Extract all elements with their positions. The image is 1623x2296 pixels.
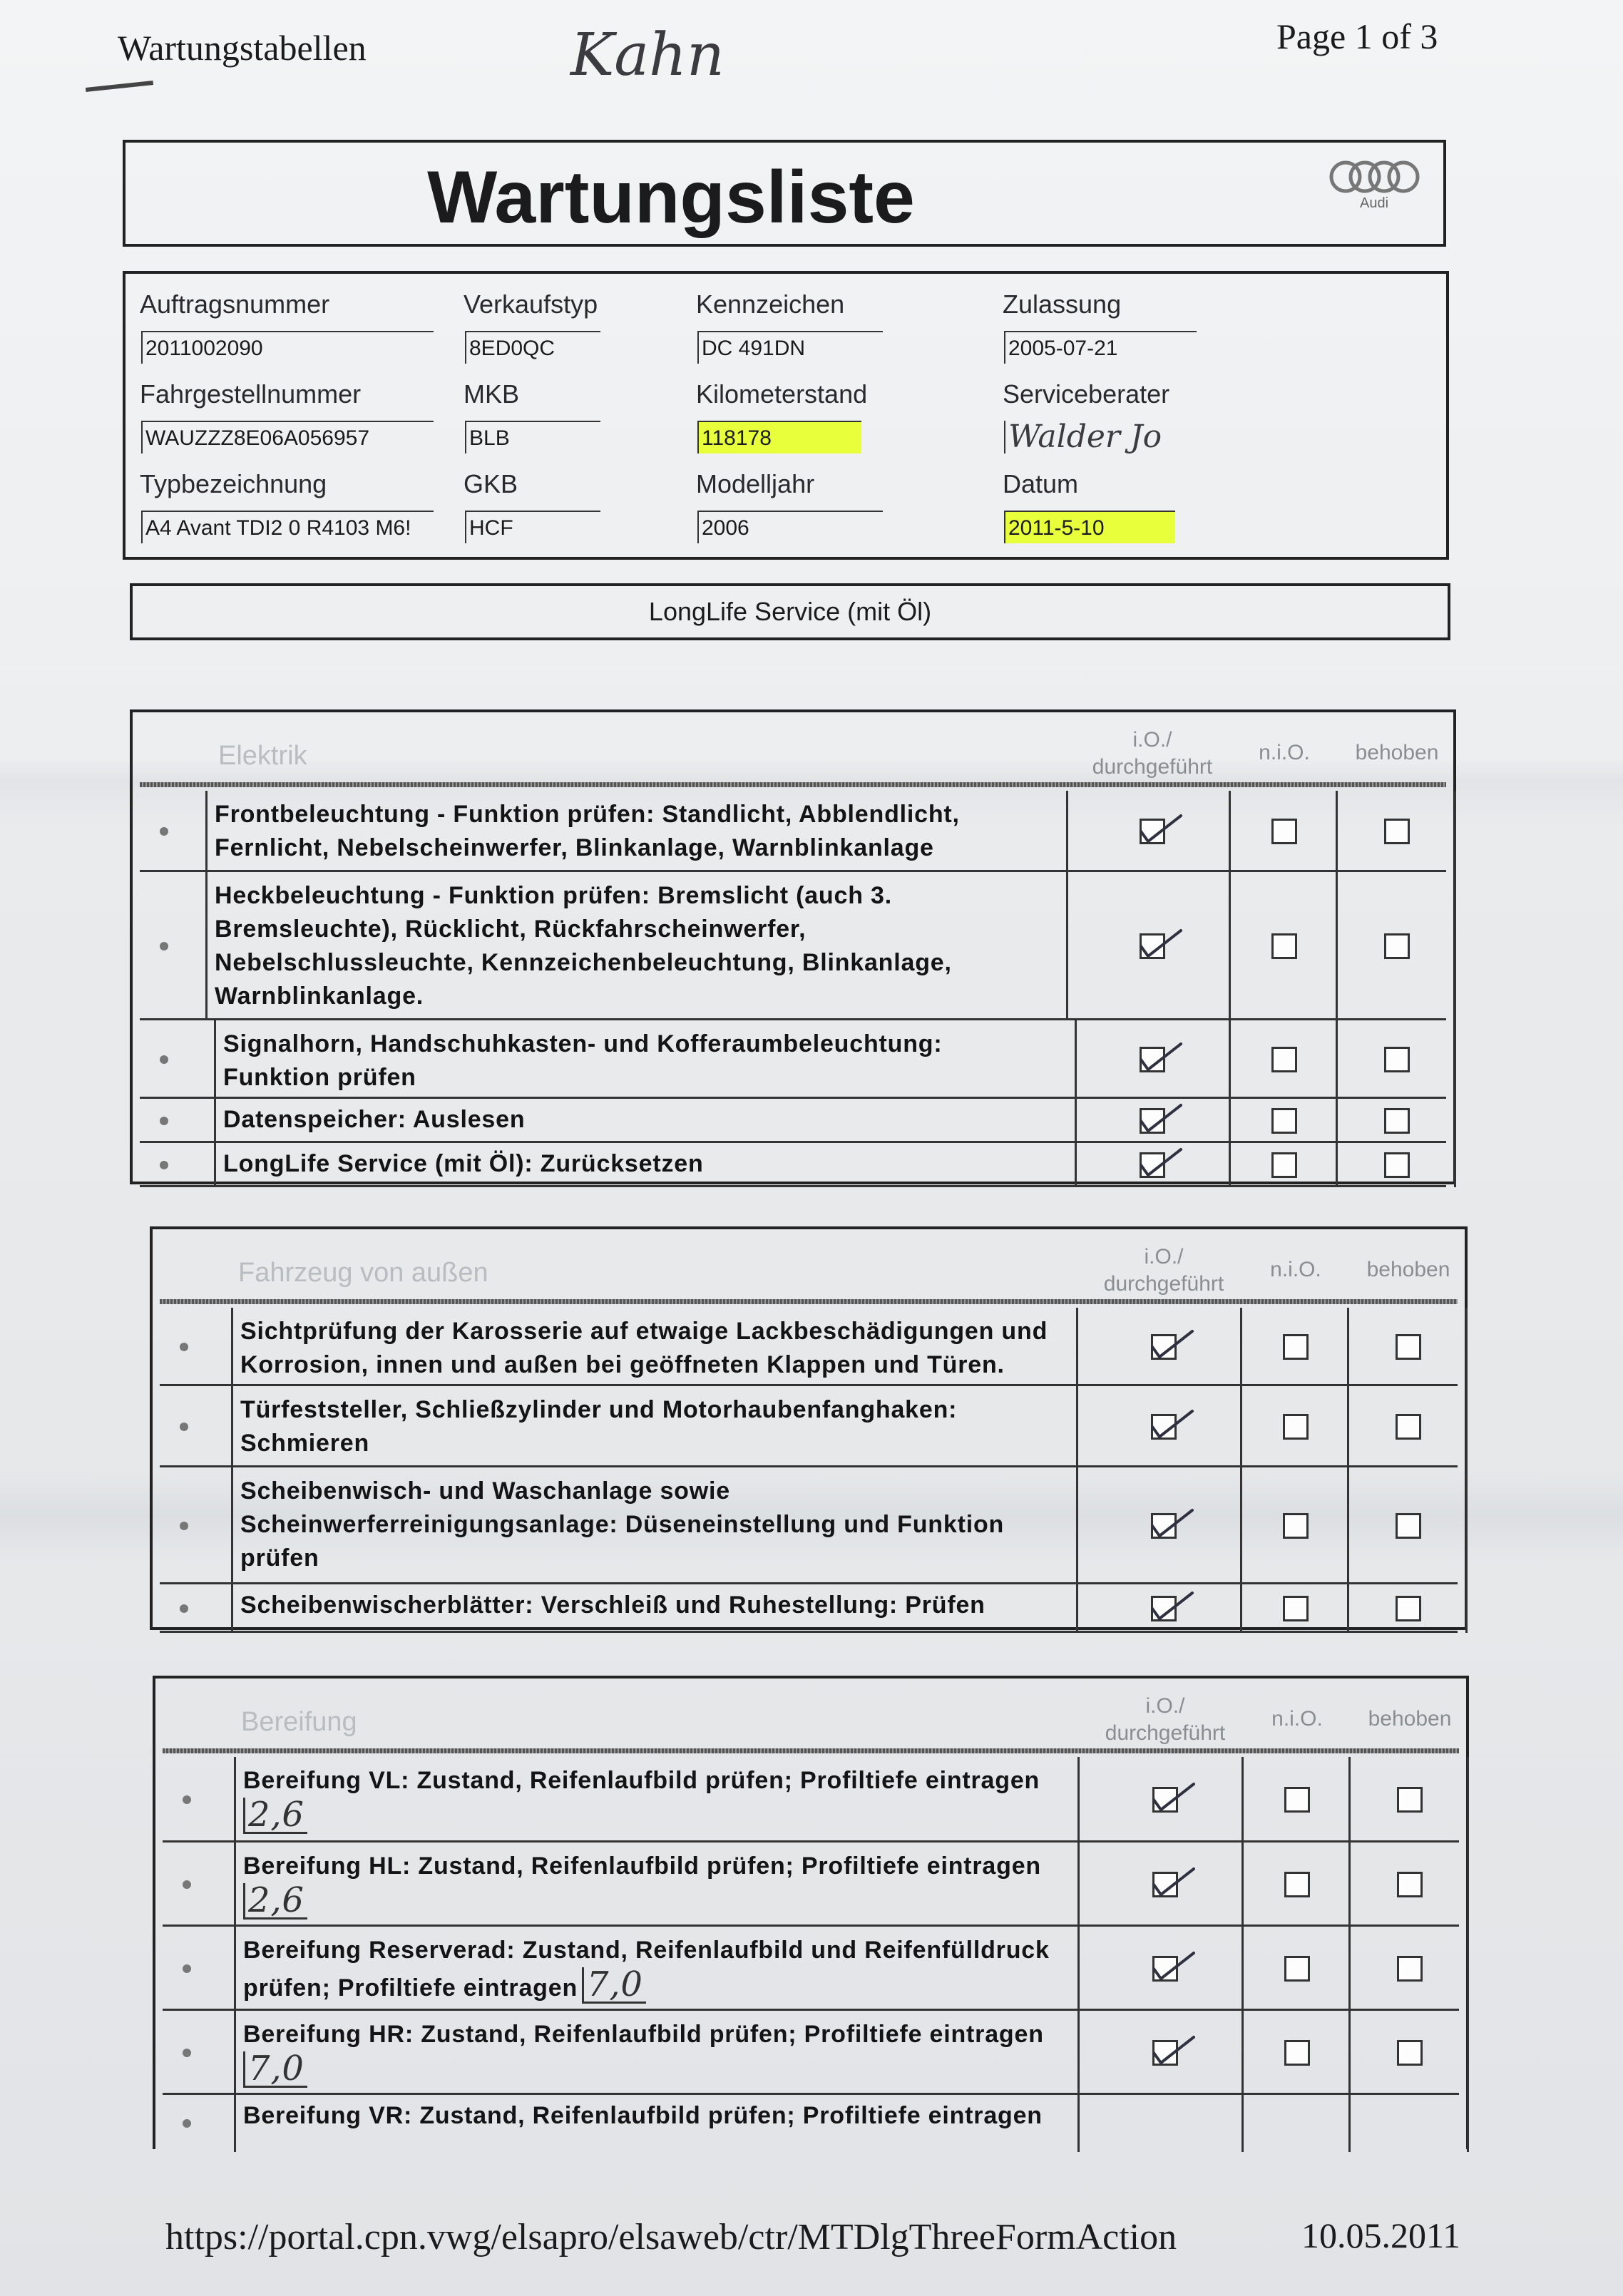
footer-date: 10.05.2011 <box>1301 2215 1461 2255</box>
checkmark-icon <box>1150 2031 1201 2071</box>
fixed-checkbox[interactable] <box>1397 1872 1423 1897</box>
fixed-checkbox[interactable] <box>1384 1047 1410 1072</box>
field-label: Typbezeichnung <box>140 469 327 498</box>
row-description <box>231 1308 1078 1386</box>
checkbox-cell <box>1351 1843 1469 1927</box>
checkbox-cell <box>1349 1584 1468 1633</box>
checkbox-cell <box>1087 1843 1244 1927</box>
checkmark-icon <box>1137 1038 1188 1078</box>
section-2 <box>153 1676 1469 2149</box>
checklist-row <box>140 1020 1446 1099</box>
field-value: WAUZZZ8E06A056957 <box>141 421 434 453</box>
checkmark-icon <box>1137 925 1188 965</box>
row-description <box>205 791 1068 872</box>
section-title: Bereifung <box>241 1707 357 1737</box>
field-label: Modelljahr <box>696 469 815 498</box>
not-ok-checkbox[interactable] <box>1271 1108 1297 1134</box>
description-line: Funktion prüfen <box>223 1064 416 1091</box>
page-indicator: Page 1 of 3 <box>1276 16 1438 56</box>
row-description <box>231 1467 1078 1584</box>
checkbox-cell <box>1351 1927 1469 2011</box>
checkbox-cell <box>1338 1099 1456 1143</box>
checkbox-cell <box>1087 2095 1244 2152</box>
row-bullet <box>180 1604 188 1613</box>
checkbox-cell <box>1338 1020 1456 1099</box>
row-description <box>234 1843 1080 1927</box>
field-value: 2011-5-10 <box>1004 511 1175 543</box>
description-line: Fernlicht, Nebelscheinwerfer, Blinkanlage, Warnblinkanlage <box>215 834 934 861</box>
checklist-row <box>163 2011 1459 2095</box>
checkbox-cell <box>1338 872 1456 1020</box>
row-bullet <box>160 942 168 950</box>
footer-url: https://portal.cpn.vwg/elsapro/elsaweb/ctr/MTDlgThreeFormAction <box>165 2217 1177 2257</box>
row-description <box>234 2095 1080 2152</box>
checkmark-icon <box>1150 1863 1201 1903</box>
field-value: 8ED0QC <box>465 331 600 364</box>
field-value: Walder Jo <box>1004 421 1197 453</box>
not-ok-checkbox[interactable] <box>1271 1047 1297 1072</box>
audi-logo <box>1321 158 1428 227</box>
field-label: MKB <box>464 379 520 409</box>
checklist-row <box>163 1843 1459 1927</box>
section-0 <box>130 709 1456 1184</box>
field-value: 2011002090 <box>141 331 434 364</box>
row-bullet <box>160 1055 168 1064</box>
description-line: Scheibenwisch- und Waschanlage sowie <box>240 1477 730 1505</box>
column-header-text: n.i.O. <box>1259 741 1310 764</box>
description-line: Bereifung VR: Zustand, Reifenlaufbild prüfen; Profiltiefe eintragen <box>243 2102 1043 2129</box>
checkbox-cell <box>1087 1757 1244 1843</box>
checkbox-cell <box>1338 1143 1456 1187</box>
column-header-text: durchgeführt <box>1092 755 1213 779</box>
checklist-row <box>140 872 1446 1020</box>
column-header-fixed <box>1349 1256 1468 1283</box>
checkbox-cell <box>1242 1467 1349 1584</box>
checkbox-cell <box>1085 1386 1242 1467</box>
not-ok-checkbox[interactable] <box>1284 2040 1310 2066</box>
column-header-fixed <box>1338 739 1456 767</box>
checkbox-cell <box>1351 2095 1469 2152</box>
field-value: 118178 <box>697 421 861 453</box>
checkbox-cell <box>1231 1143 1338 1187</box>
fixed-checkbox[interactable] <box>1396 1414 1421 1440</box>
field-value: DC 491DN <box>697 331 883 364</box>
column-header-text: i.O./ <box>1145 1694 1185 1718</box>
row-description <box>214 1143 1077 1187</box>
not-ok-checkbox[interactable] <box>1283 1596 1309 1621</box>
description-line: Korrosion, innen und außen bei geöffneten Klappen und Türen. <box>240 1351 1005 1378</box>
checklist-row <box>160 1308 1458 1386</box>
checkbox-cell <box>1074 1143 1231 1187</box>
checkbox-cell <box>1351 2011 1469 2095</box>
description-line <box>243 1964 1077 2005</box>
description-line: Bereifung HR: Zustand, Reifenlaufbild prüfen; Profiltiefe eintragen <box>243 2021 1044 2048</box>
checklist-row <box>140 791 1446 872</box>
description-line-text: prüfen; Profiltiefe eintragen <box>243 1974 578 2002</box>
description-line: Nebelschlussleuchte, Kennzeichenbeleuchtung, Blinkanlage, <box>215 949 952 976</box>
checkbox-cell <box>1349 1386 1468 1467</box>
column-header-text: behoben <box>1368 1707 1452 1731</box>
row-bullet <box>180 1343 188 1351</box>
checkbox-cell <box>1074 1020 1231 1099</box>
section-title: Elektrik <box>218 741 307 771</box>
checkmark-icon <box>1148 1405 1199 1445</box>
description-line: Scheinwerferreinigungsanlage: Düseneinstellung und Funktion <box>240 1511 1005 1538</box>
row-bullet <box>183 1964 191 1973</box>
checklist-row <box>160 1584 1458 1633</box>
document-title: Wartungstabellen <box>118 28 367 68</box>
not-ok-checkbox[interactable] <box>1271 819 1297 844</box>
section-1 <box>150 1226 1468 1630</box>
column-header-not-ok <box>1231 739 1338 767</box>
row-bullet <box>180 1423 188 1431</box>
row-bullet <box>183 1795 191 1804</box>
column-header-text: durchgeführt <box>1105 1721 1226 1745</box>
checkbox-cell <box>1242 1308 1349 1386</box>
audi-rings-icon <box>1327 158 1421 195</box>
checklist-row <box>140 1099 1446 1143</box>
field-value: 2005-07-21 <box>1004 331 1197 364</box>
checkbox-cell <box>1074 1099 1231 1143</box>
field-label: GKB <box>464 469 518 498</box>
fixed-checkbox[interactable] <box>1397 1956 1423 1982</box>
handwritten-name: Kahn <box>570 21 725 89</box>
fixed-checkbox[interactable] <box>1384 1108 1410 1134</box>
checkbox-cell <box>1244 2095 1351 2152</box>
checkbox-cell <box>1085 1467 1242 1584</box>
checkbox-cell <box>1349 1308 1468 1386</box>
not-ok-checkbox[interactable] <box>1284 1872 1310 1897</box>
checkbox-cell <box>1231 791 1338 872</box>
checkbox-cell <box>1244 1757 1351 1843</box>
checklist-row <box>160 1467 1458 1584</box>
not-ok-checkbox[interactable] <box>1271 933 1297 959</box>
header-separator <box>163 1748 1459 1753</box>
row-description <box>234 1757 1080 1843</box>
checkmark-icon <box>1150 1947 1201 1987</box>
column-header-ok <box>1085 1244 1242 1298</box>
header-separator <box>140 782 1446 787</box>
row-bullet <box>183 2119 191 2128</box>
field-value: HCF <box>465 511 600 543</box>
field-value: 2006 <box>697 511 883 543</box>
row-bullet <box>160 1161 168 1169</box>
fixed-checkbox[interactable] <box>1396 1596 1421 1621</box>
pen-mark <box>86 81 153 92</box>
row-description <box>205 872 1068 1020</box>
row-bullet <box>183 2049 191 2057</box>
description-line: Sichtprüfung der Karosserie auf etwaige Lackbeschädigungen und <box>240 1318 1048 1345</box>
checklist-row <box>160 1386 1458 1467</box>
row-description <box>234 1927 1080 2011</box>
checkmark-icon <box>1137 1144 1188 1184</box>
description-line: Bereifung VL: Zustand, Reifenlaufbild prüfen; Profiltiefe eintragen <box>243 1767 1040 1794</box>
checkbox-cell <box>1085 1584 1242 1633</box>
fixed-checkbox[interactable] <box>1397 2040 1423 2066</box>
row-bullet <box>160 1117 168 1125</box>
checkbox-cell <box>1074 791 1231 872</box>
checkbox-cell <box>1351 1757 1469 1843</box>
row-description <box>234 2011 1080 2095</box>
row-bullet <box>160 827 168 836</box>
not-ok-checkbox[interactable] <box>1283 1513 1309 1539</box>
checkbox-cell <box>1087 1927 1244 2011</box>
description-line: Heckbeleuchtung - Funktion prüfen: Bremslicht (auch 3. <box>215 882 892 909</box>
column-header-not-ok <box>1242 1256 1349 1283</box>
field-label: Kennzeichen <box>696 289 845 319</box>
description-line: Schmieren <box>240 1430 370 1457</box>
checkbox-cell <box>1242 1584 1349 1633</box>
row-description <box>231 1584 1078 1633</box>
fixed-checkbox[interactable] <box>1384 933 1410 959</box>
logo-text: Audi <box>1359 195 1389 211</box>
column-header-text: n.i.O. <box>1270 1258 1321 1281</box>
section-title: Fahrzeug von außen <box>238 1258 488 1288</box>
checklist-row <box>163 1757 1459 1843</box>
row-description <box>231 1386 1078 1467</box>
row-description <box>214 1099 1077 1143</box>
checkbox-cell <box>1244 2011 1351 2095</box>
description-line: Bremsleuchte), Rücklicht, Rückfahrscheinwerfer, <box>215 916 807 943</box>
column-header-ok <box>1074 727 1231 781</box>
checkmark-icon <box>1148 1587 1199 1627</box>
checkbox-cell <box>1244 1927 1351 2011</box>
checklist-row <box>163 2095 1459 2152</box>
checkbox-cell <box>1338 791 1456 872</box>
description-line: Scheibenwischerblätter: Verschleiß und Ruhestellung: Prüfen <box>240 1592 985 1619</box>
tread-depth-value[interactable]: 2,6 <box>243 1798 307 1834</box>
title-box <box>123 140 1446 247</box>
description-line: Signalhorn, Handschuhkasten- und Kofferaumbeleuchtung: <box>223 1030 943 1057</box>
column-header-ok <box>1087 1693 1244 1747</box>
description-line: prüfen <box>240 1544 319 1572</box>
field-label: Fahrgestellnummer <box>140 379 362 409</box>
service-type: LongLife Service (mit Öl) <box>130 583 1450 640</box>
checkbox-cell <box>1085 1308 1242 1386</box>
field-label: Auftragsnummer <box>140 289 330 319</box>
description-line: Frontbeleuchtung - Funktion prüfen: Standlicht, Abblendlicht, <box>215 801 960 828</box>
checkmark-icon <box>1137 1100 1188 1139</box>
checkbox-cell <box>1231 1099 1338 1143</box>
fixed-checkbox[interactable] <box>1396 1513 1421 1539</box>
fixed-checkbox[interactable] <box>1384 819 1410 844</box>
checkbox-cell <box>1231 872 1338 1020</box>
checkbox-cell <box>1244 1843 1351 1927</box>
description-line: Türfeststeller, Schließzylinder und Motorhaubenfanghaken: <box>240 1396 958 1423</box>
not-ok-checkbox[interactable] <box>1283 1334 1309 1360</box>
fixed-checkbox[interactable] <box>1384 1152 1410 1178</box>
not-ok-checkbox[interactable] <box>1283 1414 1309 1440</box>
header-separator <box>160 1299 1458 1304</box>
column-header-text: i.O./ <box>1132 728 1172 752</box>
not-ok-checkbox[interactable] <box>1284 1956 1310 1982</box>
checkmark-icon <box>1148 1505 1199 1544</box>
checkbox-cell <box>1087 2011 1244 2095</box>
row-description <box>214 1020 1077 1099</box>
column-header-text: i.O./ <box>1144 1245 1184 1269</box>
checkbox-cell <box>1349 1467 1468 1584</box>
tread-depth-value[interactable]: 7,0 <box>243 2051 307 2088</box>
description-line: Bereifung HL: Zustand, Reifenlaufbild prüfen; Profiltiefe eintragen <box>243 1852 1041 1880</box>
field-label: Zulassung <box>1003 289 1122 319</box>
description-line: LongLife Service (mit Öl): Zurücksetzen <box>223 1150 704 1177</box>
description-line: Warnblinkanlage. <box>215 983 424 1010</box>
checkbox-cell <box>1231 1020 1338 1099</box>
fixed-checkbox[interactable] <box>1397 1787 1423 1813</box>
checkmark-icon <box>1148 1326 1199 1365</box>
not-ok-checkbox[interactable] <box>1284 1787 1310 1813</box>
description-line: Datenspeicher: Auslesen <box>223 1106 526 1133</box>
checkmark-icon <box>1137 810 1188 850</box>
tread-depth-value[interactable]: 7,0 <box>582 1967 646 2004</box>
field-label: Kilometerstand <box>696 379 868 409</box>
checkbox-cell <box>1074 872 1231 1020</box>
vehicle-info-box <box>123 271 1449 560</box>
column-header-not-ok <box>1244 1706 1351 1733</box>
column-header-text: n.i.O. <box>1271 1707 1323 1731</box>
column-header-text: behoben <box>1366 1258 1450 1281</box>
field-value: A4 Avant TDI2 0 R4103 M6! <box>141 511 434 543</box>
row-bullet <box>180 1522 188 1530</box>
field-label: Serviceberater <box>1003 379 1170 409</box>
field-label: Datum <box>1003 469 1079 498</box>
checklist-row <box>163 1927 1459 2011</box>
column-header-text: durchgeführt <box>1103 1272 1224 1296</box>
checkmark-icon <box>1150 1778 1201 1818</box>
description-line: Bereifung Reserverad: Zustand, Reifenlaufbild und Reifenfülldruck <box>243 1937 1050 1964</box>
field-value: BLB <box>465 421 600 453</box>
fixed-checkbox[interactable] <box>1396 1334 1421 1360</box>
checkbox-cell <box>1242 1386 1349 1467</box>
row-bullet <box>183 1880 191 1889</box>
column-header-text: behoben <box>1355 741 1439 764</box>
not-ok-checkbox[interactable] <box>1271 1152 1297 1178</box>
field-label: Verkaufstyp <box>464 289 598 319</box>
checklist-row <box>140 1143 1446 1187</box>
column-header-fixed <box>1351 1706 1469 1733</box>
form-title: Wartungsliste <box>427 156 915 239</box>
tread-depth-value[interactable]: 2,6 <box>243 1883 307 1920</box>
